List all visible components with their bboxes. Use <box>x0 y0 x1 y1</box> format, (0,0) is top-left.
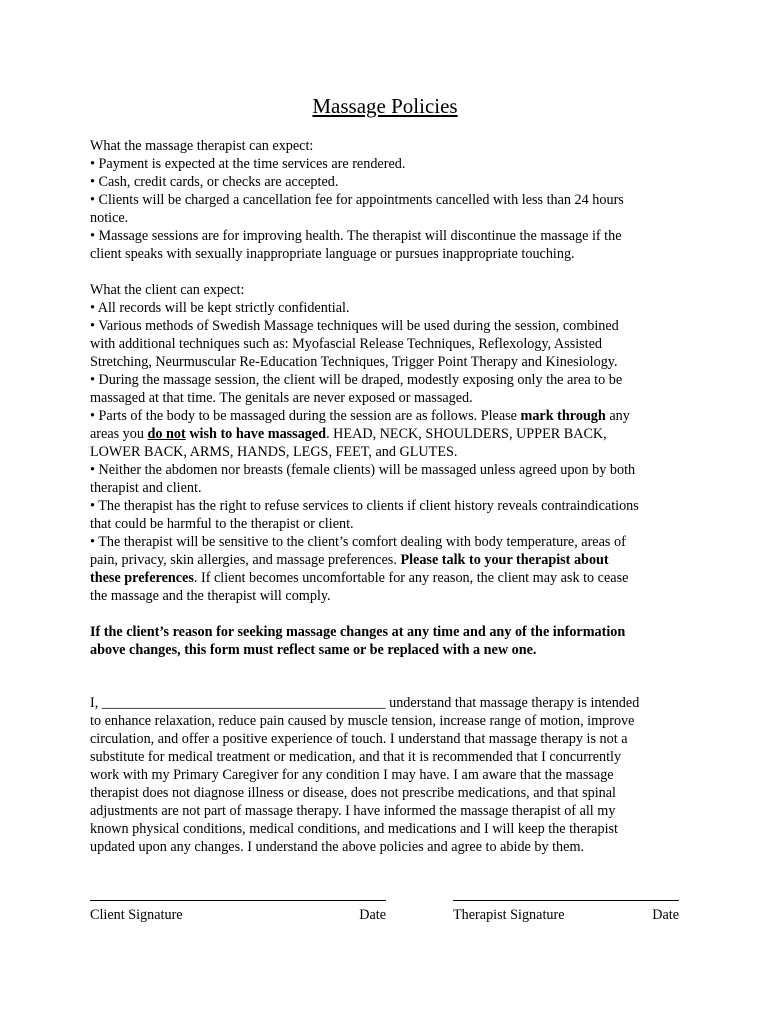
agreement-line: circulation, and offer a positive experience of touch. I understand that massage therapy is not a <box>90 731 628 747</box>
therapist-line: • Clients will be charged a cancellation fee for appointments cancelled with less than 24 hours <box>90 192 624 208</box>
therapist-section-heading: What the massage therapist can expect: <box>90 138 314 154</box>
client-line: • Neither the abdomen nor breasts (female clients) will be massaged unless agreed upon by both <box>90 462 636 478</box>
therapist-line: client speaks with sexually inappropriate language or pursues inappropriate touching. <box>90 246 575 262</box>
therapist-signature-line[interactable] <box>453 900 679 901</box>
body-parts-line: • Parts of the body to be massaged during the session are as follows. Please mark through any <box>90 408 630 424</box>
client-line: with additional techniques such as: Myofascial Release Techniques, Reflexology, Assisted <box>90 336 603 352</box>
therapist-line: • Cash, credit cards, or checks are accepted. <box>90 174 339 190</box>
talk-to-therapist-emphasis: Please talk to your therapist about <box>400 552 609 568</box>
client-signature-block <box>90 900 386 924</box>
agreement-line: therapist does not diagnose illness or disease, does not prescribe medications, and that spinal <box>90 785 616 801</box>
client-line: Stretching, Neurmuscular Re-Education Techniques, Trigger Point Therapy and Kinesiology. <box>90 354 618 370</box>
therapist-line: notice. <box>90 210 129 226</box>
client-line: that could be harmful to the therapist or client. <box>90 516 354 532</box>
client-line: therapist and client. <box>90 480 202 496</box>
preferences-line: pain, privacy, skin allergies, and massage preferences. Please talk to your therapist about <box>90 552 609 568</box>
agreement-line: work with my Primary Caregiver for any condition I may have. I am aware that the massage <box>90 767 614 783</box>
preferences-line: the massage and the therapist will comply. <box>90 588 331 604</box>
policy-body <box>90 137 690 856</box>
client-line: • During the massage session, the client will be draped, modestly exposing only the area to be <box>90 372 623 388</box>
therapist-line: • Payment is expected at the time services are rendered. <box>90 156 406 172</box>
client-line: • The therapist will be sensitive to the client’s comfort dealing with body temperature, areas of <box>90 534 626 550</box>
client-signature-label: Client Signature <box>90 907 183 923</box>
agreement-line: adjustments are not part of massage therapy. I have informed the massage therapist of all my <box>90 803 616 819</box>
wish-emphasis: wish to have massaged <box>185 426 327 442</box>
notice-line: above changes, this form must reflect same or be replaced with a new one. <box>90 642 537 658</box>
client-line: • Various methods of Swedish Massage techniques will be used during the session, combined <box>90 318 619 334</box>
mark-through-emphasis: mark through <box>520 408 606 424</box>
therapist-signature-block <box>453 900 679 924</box>
agreement-line: to enhance relaxation, reduce pain caused by muscle tension, increase range of motion, improve <box>90 713 635 729</box>
body-parts-line: areas you do not wish to have massaged. HEAD, NECK, SHOULDERS, UPPER BACK, <box>90 426 607 442</box>
body-parts-line: LOWER BACK, ARMS, HANDS, LEGS, FEET, and GLUTES. <box>90 444 458 460</box>
page-title: Massage Policies <box>312 94 458 118</box>
agreement-line: updated upon any changes. I understand the above policies and agree to abide by them. <box>90 839 585 855</box>
client-line: • All records will be kept strictly confidential. <box>90 300 350 316</box>
do-not-emphasis: do not <box>147 426 186 442</box>
client-signature-line[interactable] <box>90 900 386 901</box>
therapist-date-label: Date <box>652 907 679 923</box>
client-line: massaged at that time. The genitals are never exposed or massaged. <box>90 390 473 406</box>
preferences-emphasis: these preferences <box>90 570 194 586</box>
preferences-line: these preferences. If client becomes uncomfortable for any reason, the client may ask to cease <box>90 570 629 586</box>
agreement-line: known physical conditions, medical conditions, and medications and I will keep the therapist <box>90 821 618 837</box>
notice-line: If the client’s reason for seeking massage changes at any time and any of the information <box>90 624 626 640</box>
client-line: • The therapist has the right to refuse services to clients if client history reveals contraindications <box>90 498 639 514</box>
agreement-line: substitute for medical treatment or medication, and that it is recommended that I concurrently <box>90 749 622 765</box>
client-section-heading: What the client can expect: <box>90 282 245 298</box>
client-date-label: Date <box>359 907 386 923</box>
therapist-line: • Massage sessions are for improving health. The therapist will discontinue the massage if the <box>90 228 622 244</box>
agreement-line: I, ________________________________________ understand that massage therapy is intended <box>90 695 640 711</box>
therapist-signature-label: Therapist Signature <box>453 907 565 923</box>
